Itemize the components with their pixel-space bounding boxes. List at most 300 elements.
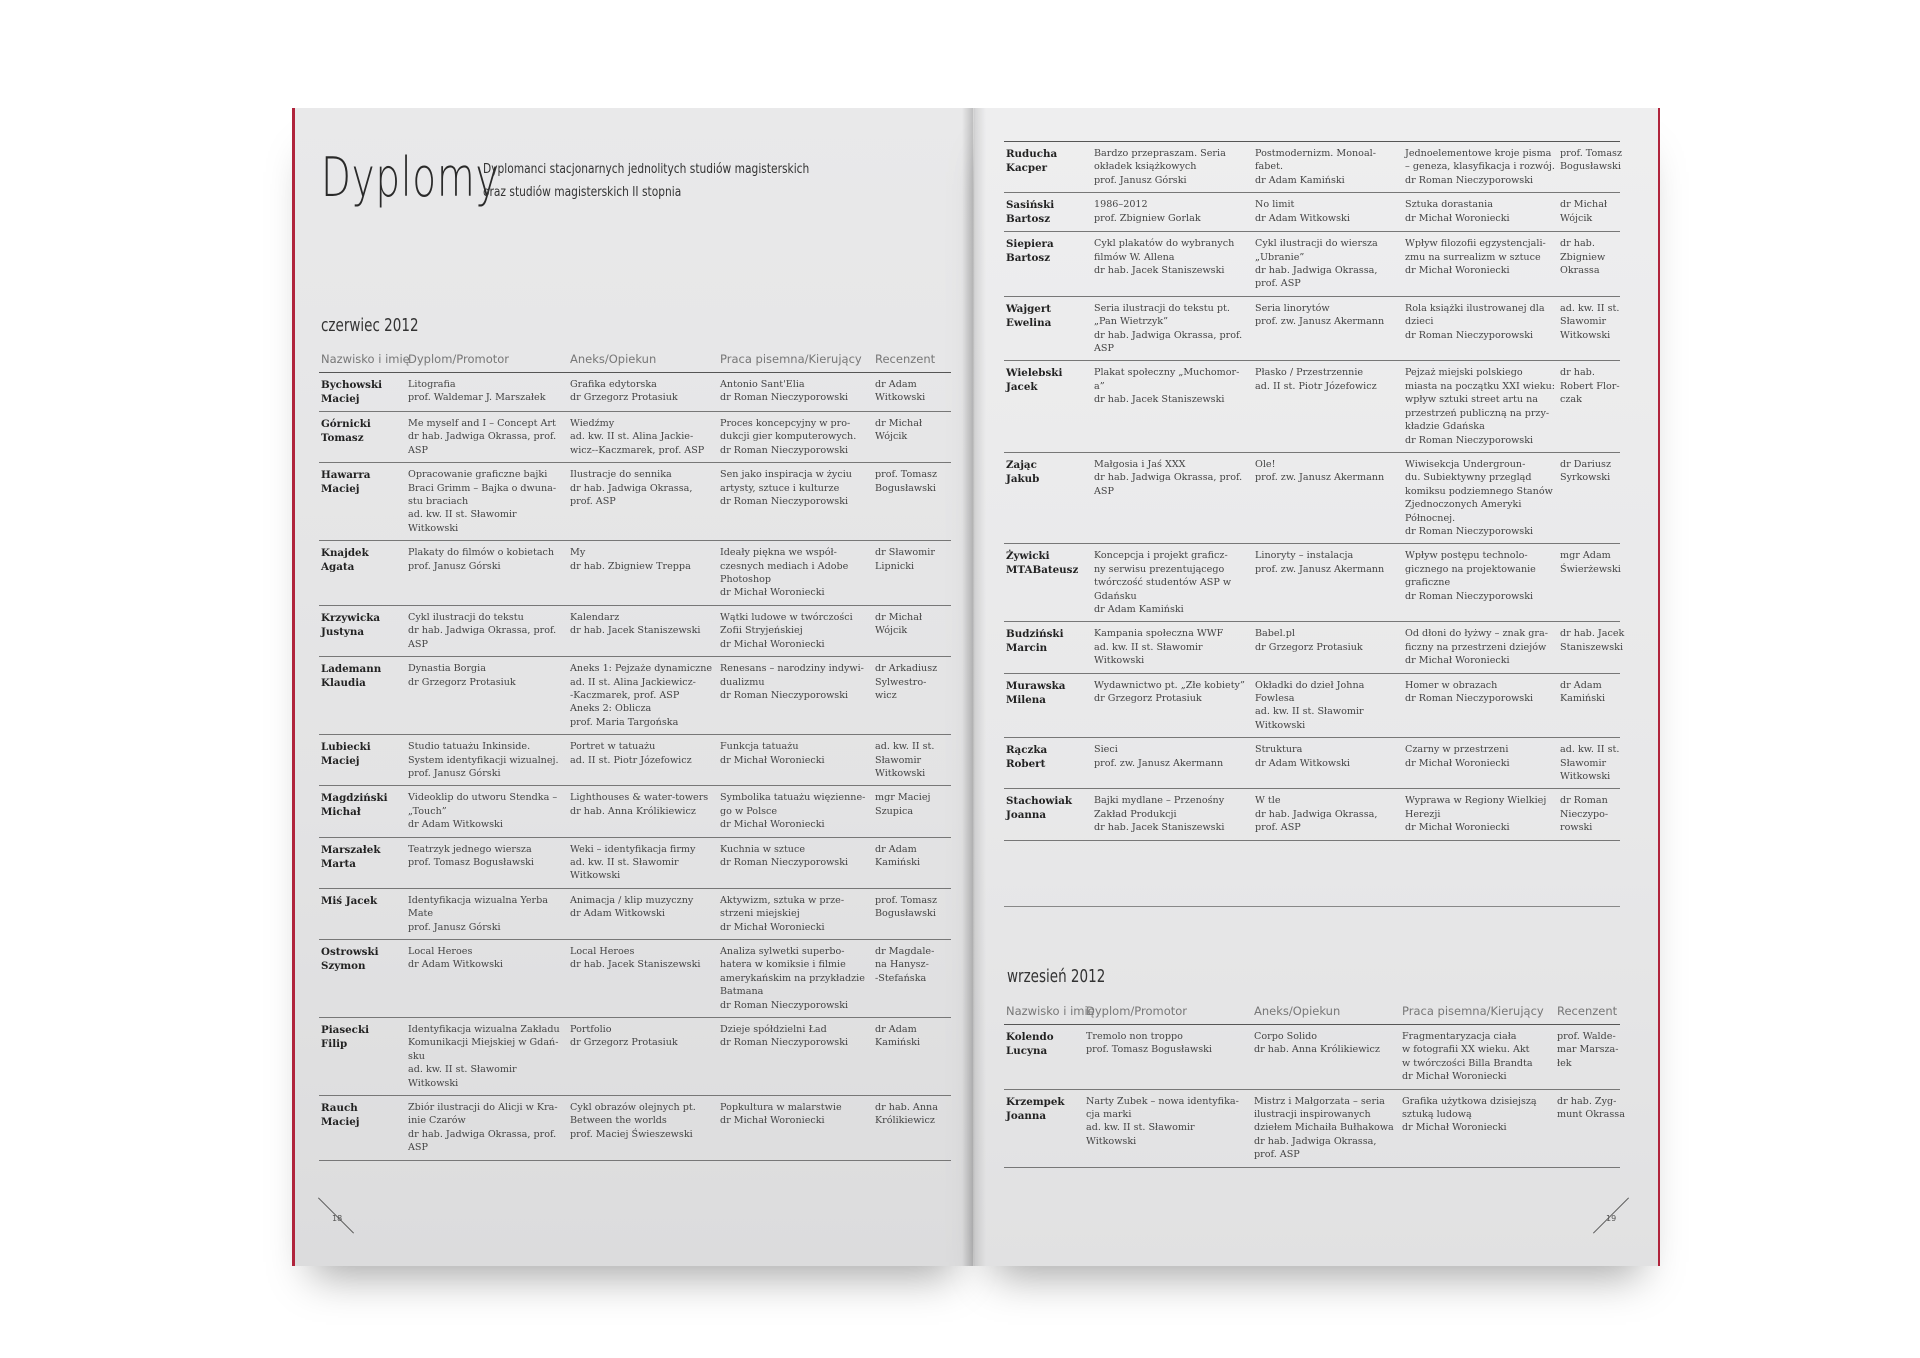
cell-line: Ewelina bbox=[1006, 316, 1052, 329]
cell-line: w fotografii XX wieku. Akt bbox=[1402, 1044, 1530, 1056]
cell-line: prof. Waldemar J. Marszałek bbox=[408, 392, 546, 404]
cell-line: Portfolio bbox=[570, 1024, 612, 1036]
cell-line: Ilustracje do sennika bbox=[570, 469, 672, 481]
cell-line: System identyfikacji wizualnej. bbox=[408, 754, 559, 766]
cell-line: Wyprawa w Regiony Wielkiej bbox=[1405, 795, 1547, 807]
cell-line: dr Roman bbox=[1560, 795, 1608, 807]
cell-line: dr Michał Woroniecki bbox=[1405, 655, 1510, 667]
cell-line: Stachowiak bbox=[1006, 795, 1073, 808]
cell-line: dr hab. Jadwiga Okrassa, prof. bbox=[408, 1128, 557, 1140]
cell-line: dr Adam bbox=[875, 379, 917, 390]
cell-line: dr Roman Nieczyporowski bbox=[1405, 525, 1534, 537]
cell-line: Dynastia Borgia bbox=[408, 663, 486, 675]
cell-line: Świerżewski bbox=[1560, 563, 1621, 575]
student-name-cell bbox=[1004, 1089, 1084, 1167]
reviewer-cell bbox=[873, 541, 951, 606]
cell-line: dr Adam Witkowski bbox=[1255, 212, 1350, 224]
thesis-cell bbox=[1403, 673, 1558, 738]
cell-line: dr Dariusz bbox=[1560, 458, 1611, 470]
cell-line: ad. II st. Piotr Józefowicz bbox=[570, 754, 692, 766]
diploma-cell bbox=[1084, 1025, 1252, 1090]
cell-line: dr Michał Woroniecki bbox=[720, 819, 825, 831]
cell-line: ad. kw. II st. Sławomir bbox=[570, 856, 679, 868]
cell-line: dr Adam Kamiński bbox=[1255, 174, 1345, 186]
cell-line: Jednoelementowe kroje pisma bbox=[1405, 148, 1552, 159]
cell-line: dr hab. Anna Królikiewicz bbox=[570, 805, 696, 817]
cell-line: Me myself and I – Concept Art bbox=[408, 418, 556, 429]
table-row bbox=[319, 888, 951, 939]
cell-line: „Ubranie” bbox=[1255, 251, 1305, 263]
cell-line: Jacek bbox=[1006, 381, 1038, 394]
annex-cell bbox=[568, 605, 718, 656]
cell-line: Krzywicka bbox=[321, 611, 381, 624]
reviewer-cell bbox=[873, 1096, 951, 1161]
cell-line: ad. II st. Alina Jackiewicz- bbox=[570, 676, 696, 688]
cell-line: Witkowski bbox=[408, 522, 459, 534]
cell-line: Narty Zubek – nowa identyfika- bbox=[1086, 1095, 1239, 1107]
cell-line: -Stefańska bbox=[875, 972, 927, 984]
reviewer-cell bbox=[1555, 1025, 1620, 1090]
cell-line: Bogusławski bbox=[875, 482, 936, 494]
cell-line: ad. kw. II st. Sławomir bbox=[1086, 1122, 1195, 1134]
cell-line: Gdańsku bbox=[1094, 590, 1137, 602]
cell-line: Kalendarz bbox=[570, 611, 620, 623]
reviewer-cell bbox=[1558, 361, 1620, 452]
cell-line: prof. Maria Targońska bbox=[570, 716, 679, 728]
cell-line: Wójcik bbox=[875, 625, 908, 637]
annex-cell bbox=[1253, 789, 1403, 840]
cell-line: dr Michał Woroniecki bbox=[720, 587, 825, 599]
cell-line: Rola książki ilustrowanej dla bbox=[1405, 302, 1545, 314]
reviewer-cell bbox=[1558, 544, 1620, 622]
cell-line: dr Roman Nieczyporowski bbox=[720, 444, 849, 456]
thesis-cell bbox=[1403, 544, 1558, 622]
cell-line: dr Adam Witkowski bbox=[1255, 757, 1350, 769]
student-name-cell bbox=[1004, 232, 1092, 297]
cell-line: Nieczypo- bbox=[1560, 808, 1609, 820]
annex-cell bbox=[1253, 452, 1403, 543]
annex-cell bbox=[568, 837, 718, 888]
cell-line: prof. Janusz Górski bbox=[1094, 174, 1187, 186]
table-row bbox=[319, 412, 951, 463]
cell-line: komiksu podziemnego Stanów bbox=[1405, 485, 1553, 497]
cell-line: graficzne bbox=[1405, 577, 1451, 589]
table-row bbox=[1004, 142, 1620, 193]
table-row bbox=[319, 463, 951, 541]
cell-line: Kacper bbox=[1006, 162, 1048, 174]
reviewer-cell bbox=[873, 735, 951, 786]
cell-line: Zakład Produkcji bbox=[1094, 808, 1177, 820]
cell-line: Funkcja tatuażu bbox=[720, 741, 799, 753]
cell-line: Postmodernizm. Monoal- bbox=[1255, 148, 1376, 159]
thesis-cell bbox=[718, 837, 873, 888]
student-name-cell bbox=[319, 735, 406, 786]
cell-line: ficzny na przestrzeni dziejów bbox=[1405, 641, 1547, 653]
cell-line: Szymon bbox=[321, 960, 366, 972]
diploma-cell bbox=[406, 735, 568, 786]
diploma-cell bbox=[1092, 142, 1253, 193]
cell-line: Wójcik bbox=[1560, 212, 1593, 224]
annex-cell bbox=[568, 657, 718, 735]
cell-line: Wiwisekcja Undergroun- bbox=[1405, 458, 1526, 470]
cell-line: Wpływ postępu technolo- bbox=[1405, 550, 1528, 562]
thesis-cell bbox=[1403, 789, 1558, 840]
cell-line: Maciej bbox=[321, 483, 360, 496]
book-spine-shadow bbox=[962, 108, 986, 1266]
diploma-cell bbox=[406, 373, 568, 412]
reviewer-cell bbox=[1558, 789, 1620, 840]
cell-line: Videoklip do utworu Stendka – bbox=[408, 792, 558, 804]
cell-line: a” bbox=[1094, 380, 1105, 392]
student-name-cell bbox=[1004, 361, 1092, 452]
annex-cell bbox=[1252, 1089, 1400, 1167]
cell-line: prof. ASP bbox=[1255, 278, 1301, 290]
cell-line: Corpo Solido bbox=[1254, 1031, 1318, 1042]
cell-line: dr hab. bbox=[1560, 367, 1595, 379]
cell-line: Homer w obrazach bbox=[1405, 679, 1498, 691]
cell-line: stu braciach bbox=[408, 496, 469, 508]
cell-line: Maciej bbox=[321, 1116, 360, 1129]
cell-line: czak bbox=[1560, 394, 1582, 406]
reviewer-cell bbox=[873, 1018, 951, 1096]
section-heading-june: czerwiec 2012 bbox=[321, 315, 419, 336]
cell-line: dr Roman Nieczyporowski bbox=[720, 1037, 849, 1049]
page-title: Dyplomy bbox=[321, 146, 500, 209]
cell-line: prof. Tomasz Bogusławski bbox=[1086, 1044, 1213, 1056]
annex-cell bbox=[1253, 673, 1403, 738]
cell-line: Mistrz i Małgorzata – seria bbox=[1254, 1095, 1385, 1107]
column-header: Nazwisko i imię bbox=[319, 351, 406, 373]
cell-line: dr Adam bbox=[875, 843, 917, 855]
cell-line: dr hab. Zbigniew Treppa bbox=[570, 560, 691, 572]
cell-line: – geneza, klasyfikacja i rozwój. bbox=[1405, 161, 1555, 173]
cell-line: dr Grzegorz Protasiuk bbox=[570, 1037, 678, 1049]
cell-line: Piasecki bbox=[321, 1024, 369, 1037]
cell-line: Sławomir bbox=[1560, 757, 1607, 769]
cell-line: Witkowski bbox=[1560, 771, 1611, 783]
cell-line: Aneks 2: Oblicza bbox=[570, 703, 652, 715]
reviewer-cell bbox=[1558, 738, 1620, 789]
cell-line: MTABateusz bbox=[1006, 564, 1079, 577]
annex-cell bbox=[1252, 1025, 1400, 1090]
cell-line: Sławomir bbox=[875, 754, 922, 766]
cell-line: Herezji bbox=[1405, 808, 1441, 820]
cell-line: Rączka bbox=[1006, 744, 1048, 757]
thesis-cell bbox=[718, 888, 873, 939]
cell-line: gicznego na projektowanie bbox=[1405, 563, 1536, 575]
cell-line: Maciej bbox=[321, 393, 360, 405]
cell-line: ad. kw. II st. bbox=[1560, 302, 1620, 314]
annex-cell bbox=[568, 888, 718, 939]
cell-line: Robert Flor- bbox=[1560, 380, 1620, 392]
cell-line: przestrzeń publiczną na przy- bbox=[1405, 407, 1550, 419]
cell-line: dr hab. Jadwiga Okrassa, prof. bbox=[408, 625, 557, 637]
annex-cell bbox=[568, 1096, 718, 1161]
thesis-cell bbox=[1400, 1025, 1555, 1090]
annex-cell bbox=[568, 541, 718, 606]
cell-line: Bogusławski bbox=[875, 908, 936, 920]
thesis-cell bbox=[718, 735, 873, 786]
annex-cell bbox=[1253, 296, 1403, 361]
table-row bbox=[319, 786, 951, 837]
cell-line: Seria ilustracji do tekstu pt. bbox=[1094, 302, 1230, 314]
cell-line: dr Michał Woroniecki bbox=[1405, 265, 1510, 277]
cell-line: Bajki mydlane – Przenośny bbox=[1094, 795, 1225, 807]
cell-line: Symbolika tatuażu więzienne- bbox=[720, 792, 866, 804]
cell-line: Sieci bbox=[1094, 744, 1118, 756]
cell-line: ASP bbox=[1094, 485, 1114, 497]
diploma-cell bbox=[406, 940, 568, 1018]
cell-line: Marszałek bbox=[321, 843, 381, 856]
student-name-cell bbox=[319, 605, 406, 656]
diploma-cell bbox=[1092, 544, 1253, 622]
annex-cell bbox=[1253, 361, 1403, 452]
cell-line: Between the worlds bbox=[570, 1115, 667, 1127]
cell-line: dr hab. bbox=[1560, 238, 1595, 250]
cell-line: dr Michał bbox=[1560, 199, 1608, 211]
table-end-rule bbox=[1004, 906, 1620, 907]
cell-line: wpływ sztuki street artu na bbox=[1405, 394, 1539, 406]
thesis-cell bbox=[1403, 622, 1558, 673]
cell-line: Wójcik bbox=[875, 431, 908, 443]
cell-line: ad. kw. II st. Alina Jackie- bbox=[570, 431, 694, 443]
cell-line: wicz--Kaczmarek, prof. ASP bbox=[570, 444, 705, 456]
cell-line: Hawarra bbox=[321, 469, 371, 482]
cell-line: ASP bbox=[1094, 343, 1114, 355]
student-name-cell bbox=[319, 1096, 406, 1161]
reviewer-cell bbox=[873, 786, 951, 837]
annex-cell bbox=[1253, 544, 1403, 622]
cell-line: Syrkowski bbox=[1560, 472, 1611, 484]
cell-line: Filip bbox=[321, 1038, 348, 1051]
cell-line: miasta na początku XXI wieku: bbox=[1405, 380, 1556, 392]
cell-line: ad. kw. II st. Sławomir bbox=[1255, 706, 1364, 718]
cell-line: Studio tatuażu Inkinside. bbox=[408, 741, 531, 753]
cell-line: dr Roman Nieczyporowski bbox=[720, 856, 849, 868]
cell-line: dr hab. Jacek Staniszewski bbox=[570, 625, 701, 637]
cell-line: dr Adam Witkowski bbox=[570, 908, 665, 920]
cell-line: dr Michał bbox=[875, 611, 923, 623]
cell-line: Marcin bbox=[1006, 642, 1048, 655]
cell-line: inie Czarów bbox=[408, 1115, 466, 1127]
cell-line: Kamiński bbox=[875, 1037, 921, 1049]
student-name-cell bbox=[1004, 1025, 1084, 1090]
cell-line: Tomasz bbox=[321, 432, 364, 444]
cell-line: prof. ASP bbox=[1254, 1149, 1300, 1161]
cell-line: prof. Janusz Górski bbox=[408, 921, 501, 933]
cell-line: prof. Janusz Górski bbox=[408, 767, 501, 779]
cell-line: Kolendo bbox=[1006, 1031, 1054, 1043]
table-row bbox=[319, 940, 951, 1018]
cell-line: Ruducha bbox=[1006, 148, 1058, 160]
cell-line: Michał bbox=[321, 806, 361, 819]
cell-line: ad. kw. II st. bbox=[1560, 744, 1620, 756]
cell-line: Północnej. bbox=[1405, 512, 1456, 524]
annex-cell bbox=[568, 786, 718, 837]
cell-line: Robert bbox=[1006, 758, 1046, 771]
annex-cell bbox=[568, 735, 718, 786]
table-row bbox=[319, 373, 951, 412]
thesis-cell bbox=[718, 541, 873, 606]
column-header: Aneks/Opiekun bbox=[568, 351, 718, 373]
cell-line: twórczość studentów ASP w bbox=[1094, 577, 1232, 589]
cell-line: Jakub bbox=[1006, 472, 1040, 485]
cell-line: No limit bbox=[1255, 199, 1295, 211]
thesis-cell bbox=[1403, 142, 1558, 193]
cell-line: Lighthouses & water-towers bbox=[570, 792, 709, 804]
annex-cell bbox=[1253, 738, 1403, 789]
reviewer-cell bbox=[873, 940, 951, 1018]
cell-line: Wiedźmy bbox=[570, 418, 615, 429]
cell-line: Bychowski bbox=[321, 379, 383, 391]
cell-line: Lucyna bbox=[1006, 1045, 1048, 1057]
cell-line: prof. Tomasz Bogusławski bbox=[408, 856, 535, 868]
cell-line: Photoshop bbox=[720, 574, 772, 586]
thesis-cell bbox=[1403, 296, 1558, 361]
student-name-cell bbox=[319, 888, 406, 939]
table-row bbox=[319, 1018, 951, 1096]
cell-line: ad. kw. II st. Sławomir bbox=[408, 1064, 517, 1076]
reviewer-cell bbox=[1558, 142, 1623, 193]
cell-line: dr Roman Nieczyporowski bbox=[1405, 590, 1534, 602]
diploma-cell bbox=[406, 605, 568, 656]
cell-line: dr Michał bbox=[875, 418, 923, 429]
column-header: Praca pisemna/Kierujący bbox=[1400, 1003, 1555, 1025]
table-row bbox=[1004, 296, 1620, 361]
cell-line: Szupica bbox=[875, 805, 914, 817]
diploma-cell bbox=[1084, 1089, 1252, 1167]
table-row bbox=[1004, 232, 1620, 297]
cell-line: Batmana bbox=[720, 986, 764, 998]
cell-line: prof. Tomasz bbox=[875, 894, 938, 906]
cell-line: ASP bbox=[408, 638, 428, 650]
cell-line: w twórczości Billa Brandta bbox=[1402, 1057, 1533, 1069]
cell-line: dr Michał Woroniecki bbox=[720, 921, 825, 933]
cell-line: Małgosia i Jaś XXX bbox=[1094, 458, 1186, 470]
cell-line: Płasko / Przestrzennie bbox=[1255, 367, 1364, 379]
cell-line: Zbigniew bbox=[1560, 251, 1606, 263]
cell-line: dr Roman Nieczyporowski bbox=[1405, 693, 1534, 704]
cell-line: Plakaty do filmów o kobietach bbox=[408, 547, 555, 559]
diploma-cell bbox=[406, 463, 568, 541]
cell-line: dr hab. Anna bbox=[875, 1102, 938, 1114]
cell-line: Zofii Stryjeńskiej bbox=[720, 625, 803, 637]
thesis-cell bbox=[1400, 1089, 1555, 1167]
cell-line: Aneks 1: Pejzaże dynamiczne bbox=[570, 663, 713, 675]
thesis-cell bbox=[1403, 738, 1558, 789]
cell-line: Fragmentaryzacja ciała bbox=[1402, 1031, 1517, 1042]
student-name-cell bbox=[1004, 193, 1092, 232]
cell-line: Miś Jacek bbox=[321, 894, 378, 907]
reviewer-cell bbox=[873, 657, 951, 735]
thesis-cell bbox=[718, 463, 873, 541]
cell-line: Okładki do dzieł Johna bbox=[1255, 679, 1365, 691]
cell-line: mgr Maciej bbox=[875, 792, 931, 804]
diploma-table-june-continued bbox=[1004, 141, 1625, 841]
column-header: Praca pisemna/Kierujący bbox=[718, 351, 873, 373]
table-row bbox=[1004, 673, 1620, 738]
cell-line: Witkowski bbox=[1086, 1135, 1137, 1147]
cell-line: dr Adam bbox=[1560, 679, 1602, 691]
cell-line: Ostrowski bbox=[321, 946, 379, 958]
student-name-cell bbox=[319, 940, 406, 1018]
cell-line: Aktywizm, sztuka w prze- bbox=[720, 894, 845, 906]
cell-line: wicz bbox=[875, 689, 897, 701]
cell-line: Rauch bbox=[321, 1102, 358, 1115]
cell-line: Witkowski bbox=[408, 1077, 459, 1089]
cell-line: dr hab. Jacek Staniszewski bbox=[570, 959, 701, 971]
table-row bbox=[1004, 452, 1620, 543]
cell-line: Siepiera bbox=[1006, 238, 1054, 251]
annex-cell bbox=[1253, 193, 1403, 232]
cell-line: Budziński bbox=[1006, 628, 1064, 641]
student-name-cell bbox=[319, 412, 406, 463]
table-row bbox=[319, 837, 951, 888]
cell-line: prof. Janusz Górski bbox=[408, 560, 501, 572]
cell-line: Kamiński bbox=[875, 856, 921, 868]
cell-line: Cykl ilustracji do wiersza bbox=[1255, 238, 1378, 250]
cell-line: Knajdek bbox=[321, 547, 369, 560]
annex-cell bbox=[568, 1018, 718, 1096]
cell-line: prof. Walde- bbox=[1557, 1031, 1616, 1042]
student-name-cell bbox=[319, 541, 406, 606]
cell-line: dr Grzegorz Protasiuk bbox=[1255, 641, 1363, 653]
cell-line: dr hab. Jacek Staniszewski bbox=[1094, 822, 1225, 834]
cell-line: dr hab. Jadwiga Okrassa, prof. bbox=[408, 431, 557, 443]
cell-line: „Touch” bbox=[408, 805, 447, 817]
cell-line: Górnicki bbox=[321, 418, 371, 430]
cell-line: ad. II st. Piotr Józefowicz bbox=[1255, 380, 1377, 392]
cell-line: dr hab. Zyg- bbox=[1557, 1095, 1617, 1107]
cell-line: mar Marsza- bbox=[1557, 1044, 1619, 1056]
cell-line: Dzieje spółdzielni Ład bbox=[720, 1024, 827, 1036]
cell-line: My bbox=[570, 547, 586, 559]
diploma-cell bbox=[406, 786, 568, 837]
cell-line: ad. kw. II st. Sławomir bbox=[408, 509, 517, 521]
student-name-cell bbox=[319, 837, 406, 888]
cell-line: Sztuka dorastania bbox=[1405, 199, 1493, 211]
cell-line: Sasiński bbox=[1006, 199, 1055, 212]
cell-line: Local Heroes bbox=[408, 946, 473, 957]
cell-line: Litografia bbox=[408, 379, 456, 390]
annex-cell bbox=[1253, 142, 1403, 193]
cell-line: dualizmu bbox=[720, 676, 765, 688]
cell-line: Cykl obrazów olejnych pt. bbox=[570, 1102, 696, 1114]
cell-line: Tremolo non troppo bbox=[1086, 1031, 1183, 1042]
cell-line: Struktura bbox=[1255, 744, 1303, 756]
right-page bbox=[974, 108, 1660, 1266]
diploma-cell bbox=[1092, 789, 1253, 840]
cell-line: Lademann bbox=[321, 663, 382, 676]
cell-line: rowski bbox=[1560, 822, 1593, 834]
cell-line: Ole! bbox=[1255, 458, 1276, 470]
table-row bbox=[319, 657, 951, 735]
cell-line: sztuką ludową bbox=[1402, 1109, 1472, 1121]
cell-line: prof. zw. Janusz Akermann bbox=[1255, 563, 1385, 575]
subtitle-line: Dyplomanci stacjonarnych jednolitych studiów magisterskich bbox=[483, 162, 810, 177]
cell-line: amerykańskim na przykładzie bbox=[720, 972, 865, 984]
cell-line: dr hab. Jadwiga Okrassa, bbox=[1255, 808, 1378, 820]
cell-line: dr Michał Woroniecki bbox=[1405, 822, 1510, 834]
cell-line: ad. kw. II st. bbox=[875, 741, 935, 753]
column-header: Dyplom/Promotor bbox=[406, 351, 568, 373]
cell-line: fabet. bbox=[1255, 161, 1283, 173]
cell-line: prof. Tomasz bbox=[875, 469, 938, 481]
cell-line: Sławomir bbox=[1560, 316, 1607, 328]
cell-line: dr Roman Nieczyporowski bbox=[720, 689, 849, 701]
diploma-cell bbox=[1092, 452, 1253, 543]
cell-line: Sylwestro- bbox=[875, 676, 927, 688]
